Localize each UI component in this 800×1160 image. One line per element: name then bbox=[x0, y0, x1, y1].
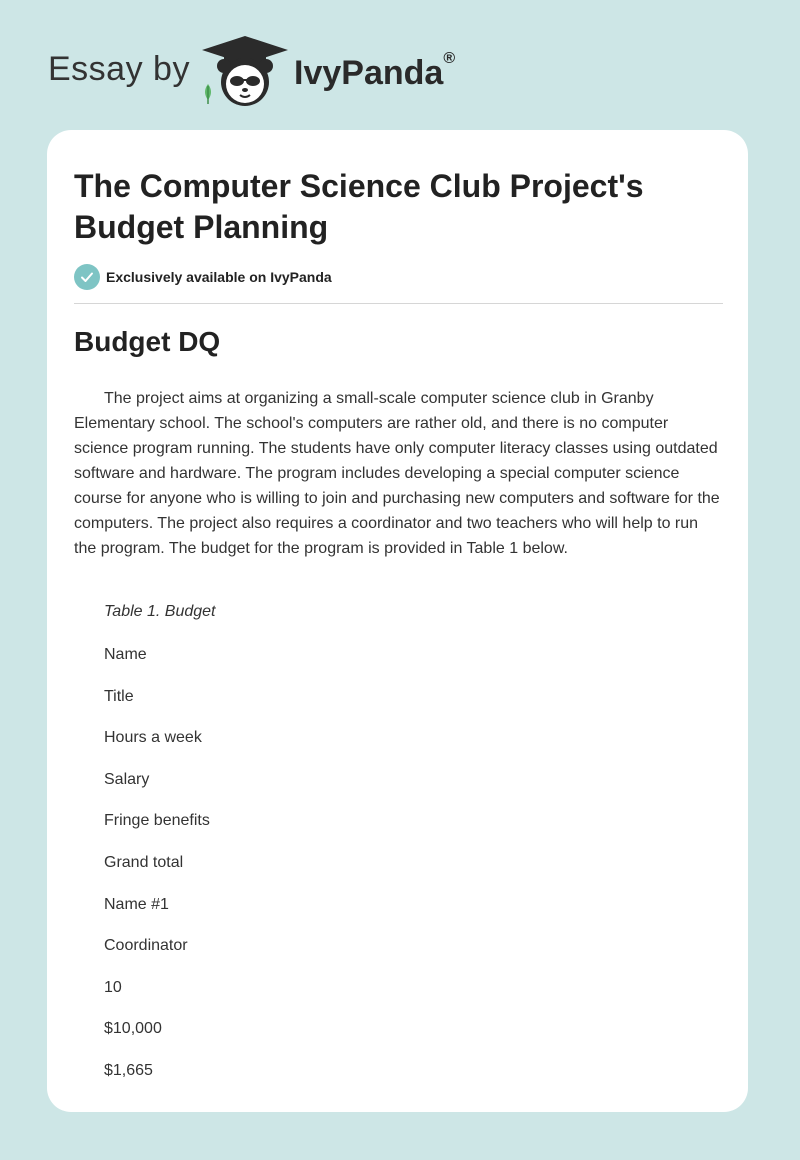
badge-text: Exclusively available on IvyPanda bbox=[106, 269, 332, 285]
exclusive-badge bbox=[74, 264, 332, 290]
registered-mark: ® bbox=[443, 50, 456, 67]
brand-name[interactable] bbox=[294, 50, 456, 93]
table-cell: $10,000 bbox=[104, 1020, 162, 1038]
table-cell: Fringe benefits bbox=[104, 812, 210, 830]
budget-table-cells bbox=[104, 644, 210, 1102]
table-cell: Title bbox=[104, 687, 134, 705]
table-cell: Name #1 bbox=[104, 895, 169, 913]
divider bbox=[74, 303, 723, 304]
table-cell: Salary bbox=[104, 770, 150, 788]
table-cell: 10 bbox=[104, 978, 122, 996]
site-header bbox=[0, 0, 800, 130]
brand-prefix: Essay by bbox=[48, 50, 190, 88]
table-cell: Grand total bbox=[104, 853, 184, 871]
table-caption: Table 1. Budget bbox=[104, 603, 216, 620]
section-heading: Budget DQ bbox=[74, 326, 221, 357]
panda-graduate-logo-icon[interactable] bbox=[200, 34, 290, 108]
brand-name-text: IvyPanda bbox=[294, 54, 444, 92]
table-cell: Name bbox=[104, 646, 147, 663]
article-card bbox=[47, 130, 748, 1112]
check-icon bbox=[74, 264, 100, 290]
table-cell: Hours a week bbox=[104, 729, 202, 747]
page-title: The Computer Science Club Project's Budget Planning bbox=[74, 168, 644, 245]
table-cell: Coordinator bbox=[104, 937, 188, 955]
table-cell: $1,665 bbox=[104, 1061, 153, 1079]
body-paragraph: The project aims at organizing a small-scale computer science club in Granby Elementary school. The school's computers are rather old, and there is no computer science program running. The students have only computer literacy classes using outdated software and hardware. The program includes developing a special computer science course for anyone who is willing to join and purchasing new computers and software for the computers. The project also requires a coordinator and two teachers who will help to run the program. The budget for the program is provided in Table 1 below. bbox=[74, 390, 720, 557]
